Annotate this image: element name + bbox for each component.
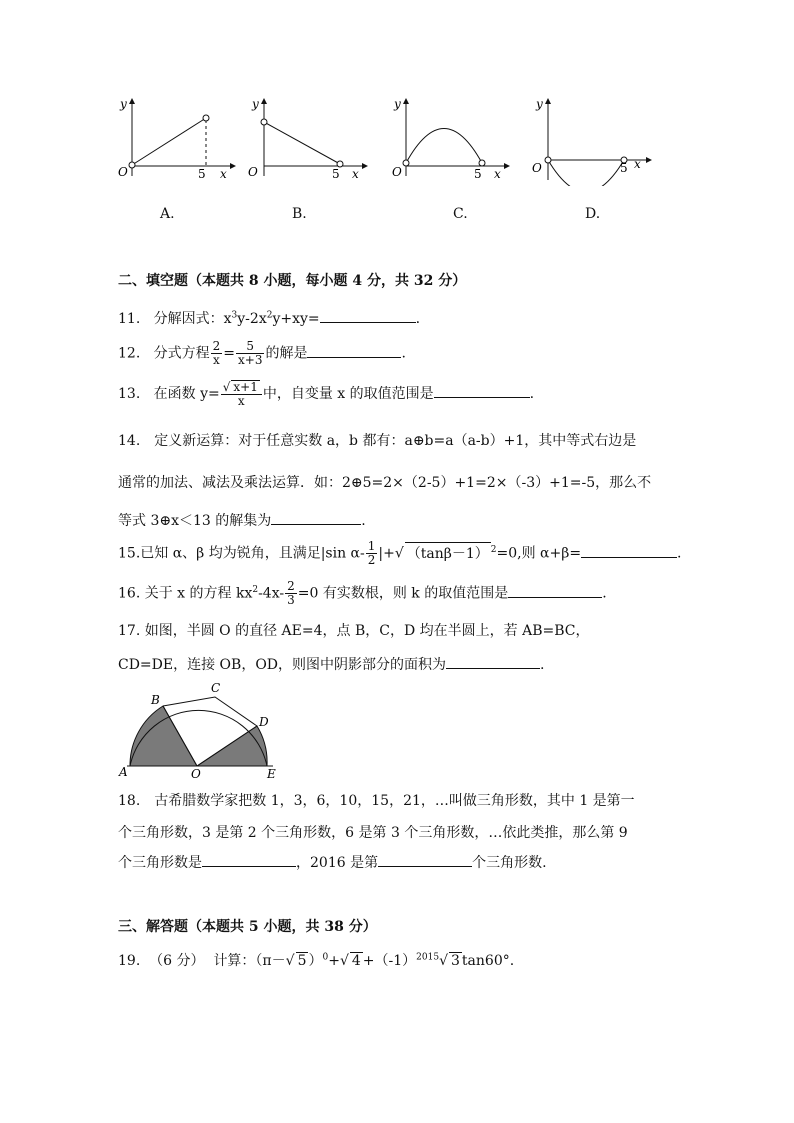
tick-five-label: 5: [474, 167, 482, 181]
x-axis-label: x: [352, 167, 359, 181]
y-axis-label: y: [536, 97, 543, 111]
question-12: 12. 分式方程 $\frac{2}{x}$ = $\frac{5}{x+3}$ 的解是 .: [118, 339, 406, 367]
answer-blank[interactable]: [581, 545, 677, 558]
answer-blank[interactable]: [202, 854, 296, 867]
question-18-line-1: 18. 古希腊数学家把数 1，3，6，10，15，21，…叫做三角形数，其中 1 是第一: [118, 793, 635, 809]
question-19: 19. （6 分） 计算：（π－√ 5 ）$^0$+√ $4 +(-1)^{2015}√$ 3 tan60°.: [118, 952, 515, 969]
tick-five-label: 5: [620, 161, 628, 175]
graph-a: [112, 96, 242, 186]
tick-five-label: 5: [198, 167, 206, 181]
x-axis-label: x: [220, 167, 227, 181]
option-b-label: B.: [292, 206, 307, 222]
point-c-label: C: [211, 681, 221, 695]
origin-label: O: [392, 165, 402, 179]
answer-blank[interactable]: [434, 385, 530, 398]
question-16: 16. 关于 x 的方程 $kx^2-4x-$ $\frac{2}{3}$ =0 有实数根，则 k 的取值范围是 .: [118, 579, 607, 607]
answer-blank[interactable]: [508, 585, 602, 598]
y-axis-label: y: [394, 97, 401, 111]
y-axis-label: y: [120, 97, 127, 111]
y-axis-label: y: [252, 97, 259, 111]
origin-label: O: [118, 165, 128, 179]
question-18-line-3: 个三角形数是 ，2016 是第 个三角形数.: [118, 855, 547, 871]
graph-c: [386, 96, 516, 186]
question-15: 15.已知 α、β 均为锐角，且满足|sin α- $\frac{1}{2}$ |+√ （tanβ－1） $^2$=0,则 α+β= .: [118, 539, 682, 567]
answer-blank[interactable]: [307, 345, 401, 358]
question-14-line-2: 通常的加法、减法及乘法运算．如：2⊕5=2×（2-5）+1=2×（-3）+1=-5，那么不: [118, 475, 652, 491]
tick-five-label: 5: [332, 167, 340, 181]
section-3-heading: 三、解答题（本题共 5 小题，共 38 分）: [118, 919, 377, 935]
section-2-heading: 二、填空题（本题共 8 小题，每小题 4 分，共 32 分）: [118, 273, 467, 289]
point-b-label: B: [151, 693, 160, 707]
semicircle-figure: [115, 680, 295, 780]
question-17-line-1: 17. 如图，半圆 O 的直径 AE=4，点 B，C，D 均在半圆上，若 AB=BC，: [118, 623, 590, 639]
answer-blank[interactable]: [446, 656, 540, 669]
point-e-label: E: [267, 767, 276, 780]
question-13: 13. 在函数 y= $\frac{√ x+1}{x}$ 中，自变量 x 的取值范围是 .: [118, 380, 535, 408]
option-a-label: A.: [160, 206, 175, 222]
question-18-line-2: 个三角形数，3 是第 2 个三角形数，6 是第 3 个三角形数，…依此类推，那么第 9: [118, 825, 628, 841]
x-axis-label: x: [494, 167, 501, 181]
origin-label: O: [248, 165, 258, 179]
point-a-label: A: [119, 765, 128, 779]
question-17-line-2: CD=DE，连接 OB，OD，则图中阴影部分的面积为 .: [118, 657, 545, 673]
graph-b: [244, 96, 374, 186]
question-14-line-1: 14. 定义新运算：对于任意实数 a，b 都有：a⊕b=a（a-b）+1，其中等式右边是: [118, 433, 637, 449]
question-14-line-3: 等式 3⊕x＜13 的解集为 .: [118, 513, 366, 529]
point-d-label: D: [259, 715, 269, 729]
answer-blank[interactable]: [378, 854, 472, 867]
graph-d: [528, 96, 658, 186]
point-o-label: O: [191, 767, 201, 780]
origin-label: O: [532, 161, 542, 175]
x-axis-label: x: [634, 157, 641, 171]
option-d-label: D.: [585, 206, 601, 222]
question-11: 11. 分解因式：$x^3y-2x^2y+xy=$ .: [118, 310, 421, 327]
option-c-label: C.: [453, 206, 468, 222]
answer-blank[interactable]: [320, 310, 416, 323]
answer-blank[interactable]: [271, 512, 361, 525]
